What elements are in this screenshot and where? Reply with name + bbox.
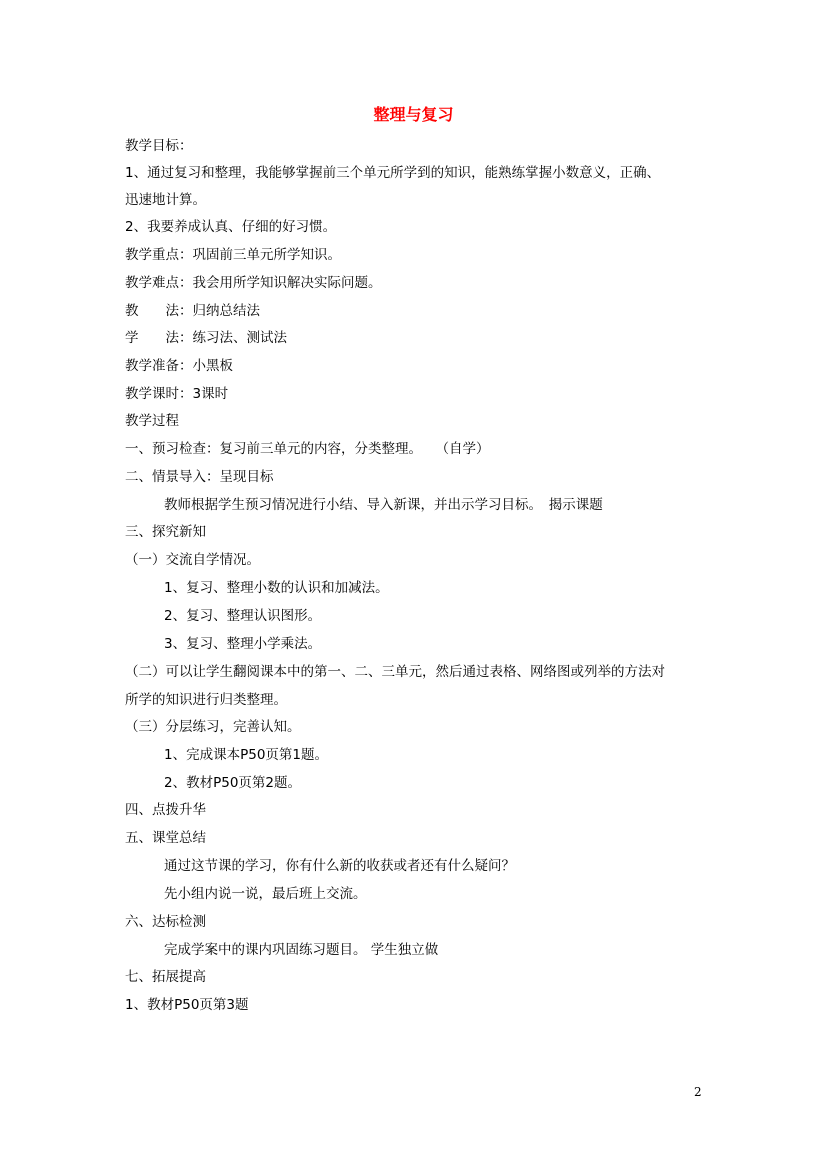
line-step-4: 四、点拨升华 [125,802,206,818]
line-step-5-detail-1: 通过这节课的学习，你有什么新的收获或者还有什么疑问？ [164,858,515,874]
line-objective-1-cont: 迅速地计算。 [125,192,206,208]
line-learning-method: 学 法：练习法、测试法 [125,330,287,346]
line-step-6-detail: 完成学案中的课内巩固练习题目。 学生独立做 [164,942,439,958]
line-objective-1: 1、通过复习和整理，我能够掌握前三个单元所学到的知识，能熟练掌握小数意义，正确、 [125,165,661,181]
line-step-2-detail: 教师根据学生预习情况进行小结、导入新课，并出示学习目标。 揭示课题 [164,497,603,513]
line-teaching-method: 教 法：归纳总结法 [125,303,260,319]
line-step-5-detail-2: 先小组内说一说，最后班上交流。 [164,886,367,902]
line-objectives-heading: 教学目标： [125,138,193,154]
line-step-7-item-1: 1、教材P50页第3题 [125,997,249,1013]
line-step-5: 五、课堂总结 [125,830,206,846]
line-step-2: 二、情景导入：呈现目标 [125,469,274,485]
line-periods: 教学课时：3课时 [125,386,229,402]
document-title: 整理与复习 [373,105,454,124]
line-sub-3-item-1: 1、完成课本P50页第1题。 [164,747,328,763]
line-sub-2: （二）可以让学生翻阅课本中的第一、二、三单元，然后通过表格、网络图或列举的方法对 [125,664,665,680]
page-number: 2 [694,1085,702,1099]
line-sub-3-item-2: 2、教材P50页第2题。 [164,775,301,791]
line-key-points: 教学重点：巩固前三单元所学知识。 [125,247,341,263]
line-sub-1-item-2: 2、复习、整理认识图形。 [164,608,322,624]
line-step-6: 六、达标检测 [125,914,206,930]
line-step-3: 三、探究新知 [125,524,206,540]
line-sub-1-item-3: 3、复习、整理小学乘法。 [164,636,322,652]
line-objective-2: 2、我要养成认真、仔细的好习惯。 [125,219,337,235]
line-sub-2-cont: 所学的知识进行归类整理。 [125,692,287,708]
line-step-1: 一、预习检查：复习前三单元的内容，分类整理。 （自学） [125,441,490,457]
line-sub-3: （三）分层练习，完善认知。 [125,719,301,735]
line-step-7: 七、拓展提高 [125,969,206,985]
line-sub-1-item-1: 1、复习、整理小数的认识和加减法。 [164,580,389,596]
line-process-heading: 教学过程 [125,413,179,429]
line-sub-1: （一）交流自学情况。 [125,552,260,568]
line-preparation: 教学准备：小黑板 [125,358,233,374]
line-difficulties: 教学难点：我会用所学知识解决实际问题。 [125,275,382,291]
